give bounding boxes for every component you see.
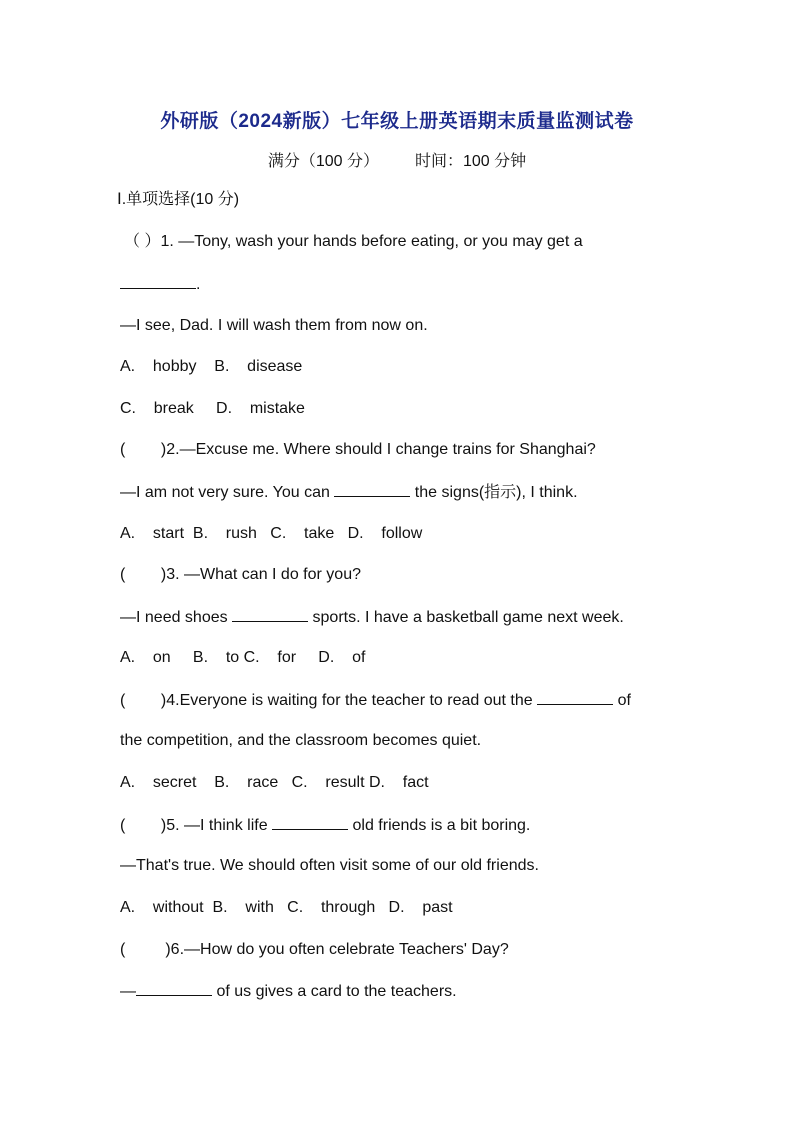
q4-answer-blank[interactable] [537,690,613,705]
q3-answer-blank[interactable] [232,607,308,622]
q3-reply-before: —I need shoes [120,609,228,626]
q1-options-ab: A. hobby B. disease [120,358,303,375]
q2-stem: ( )2.—Excuse me. Where should I change trains for Shanghai? [120,441,596,458]
q4-stem-before: ( )4.Everyone is waiting for the teacher to read out the [120,692,533,709]
q5-reply: —That's true. We should often visit some of our old friends. [120,857,539,874]
q3-options: A. on B. to C. for D. of [120,649,366,666]
section-heading: Ⅰ.单项选择(10 分) [117,191,240,208]
q1-stem-line1: （ ）1. —Tony, wash your hands before eating, or you may get a [124,233,583,250]
q1-reply: —I see, Dad. I will wash them from now on. [120,317,428,334]
q6-reply [120,981,690,1002]
q4-stem-after: of [617,692,631,709]
full-score: 满分（100 分） [267,153,379,170]
q5-stem-after: old friends is a bit boring. [352,817,531,834]
exam-meta [0,148,794,171]
q1-stem-end: . [196,276,201,293]
q4-stem-line1 [120,690,690,711]
q6-answer-blank[interactable] [136,981,212,996]
q3-reply [120,607,690,628]
q1-stem-line2 [120,274,690,295]
time-limit: 时间：100 分钟 [415,153,527,170]
q1-options-cd: C. break D. mistake [120,400,305,417]
q5-answer-blank[interactable] [272,815,348,830]
q2-options: A. start B. rush C. take D. follow [120,525,423,542]
page-title: 外研版（2024新版）七年级上册英语期末质量监测试卷 [160,111,634,132]
q2-reply [120,482,690,503]
q2-reply-before: —I am not very sure. You can [120,484,330,501]
q5-stem-before: ( )5. —I think life [120,817,268,834]
q3-reply-after: sports. I have a basketball game next week. [312,609,624,626]
q2-answer-blank[interactable] [334,482,410,497]
q6-stem: ( )6.—How do you often celebrate Teachers' Day? [120,941,509,958]
q6-reply-before: — [120,983,136,1000]
q2-reply-after: the signs(指示), I think. [414,484,578,501]
q5-options: A. without B. with C. through D. past [120,899,453,916]
q6-reply-after: of us gives a card to the teachers. [216,983,457,1000]
q4-options: A. secret B. race C. result D. fact [120,774,429,791]
q4-stem-line2: the competition, and the classroom becomes quiet. [120,732,482,749]
q1-answer-blank[interactable] [120,274,196,289]
q3-stem: ( )3. —What can I do for you? [120,566,361,583]
q5-stem [120,815,690,836]
